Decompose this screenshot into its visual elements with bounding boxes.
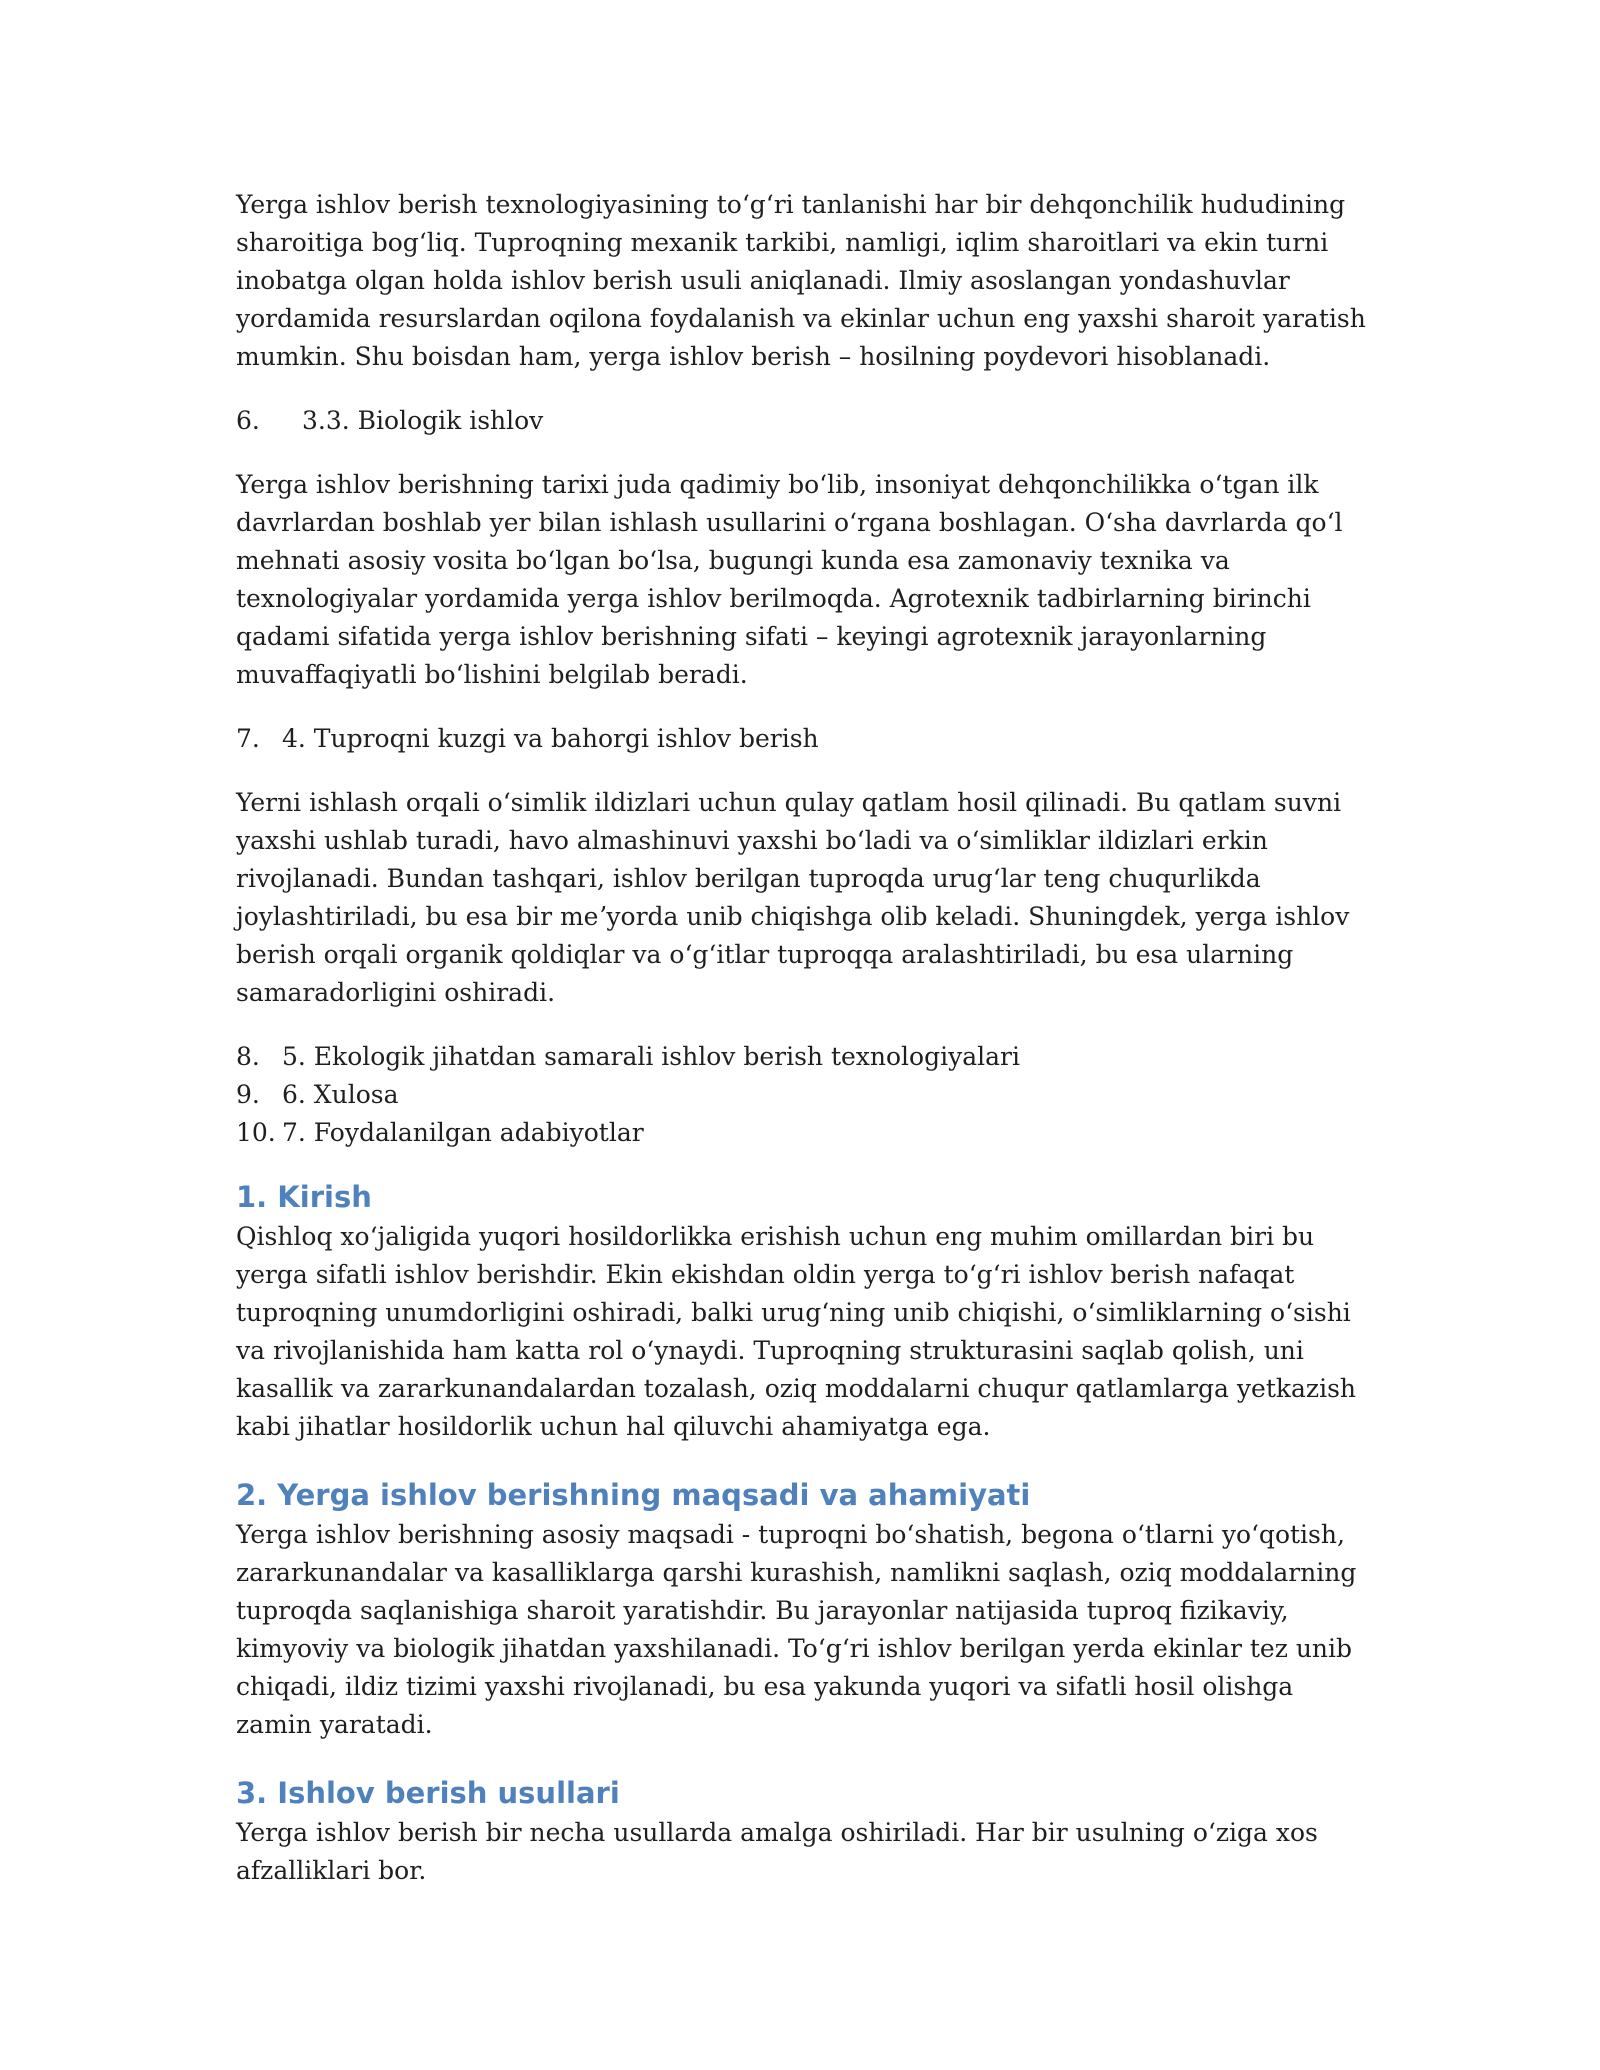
toc-list-6 <box>236 402 1376 440</box>
section-body-kirish: Qishloq xoʻjaligida yuqori hosildorlikka erishish uchun eng muhim omillardan biri bu yerga sifatli ishlov berishdir. Ekin ekishdan oldin yerga toʻgʻri ishlov berish nafaqat tuproqning unumdorligini oshiradi, balki urugʻning unib chiqishi, oʻsimliklarning oʻsishi va rivojlanishida ham katta rol oʻynaydi. Tuproqning strukturasini saqlab qolish, uni kasallik va zararkunandalardan tozalash, oziq moddalarni chuqur qatlamlarga yetkazish kabi jihatlar hosildorlik uchun hal qiluvchi ahamiyatga ega. <box>236 1222 1357 1441</box>
benefits-paragraph: Yerni ishlash orqali oʻsimlik ildizlari uchun qulay qatlam hosil qilinadi. Bu qatlam suvni yaxshi ushlab turadi, havo almashinuvi yaxshi boʻladi va oʻsimliklar ildizlari erkin rivojlanadi. Bundan tashqari, ishlov berilgan tuproqda urugʻlar teng chuqurlikda joylashtiriladi, bu esa bir meʼyorda unib chiqishga olib keladi. Shuningdek, yerga ishlov berish orqali organik qoldiqlar va oʻgʻitlar tuproqqa aralashtiriladi, bu esa ularning samaradorligini oshiradi. <box>236 788 1350 1007</box>
section-heading-maqsad: 2. Yerga ishlov berishning maqsadi va ahamiyati <box>236 1478 1031 1512</box>
section-body-maqsad: Yerga ishlov berishning asosiy maqsadi - tuproqni boʻshatish, begona oʻtlarni yoʻqotish, zararkunandalar va kasalliklarga qarshi kurashish, namlikni saqlash, oziq moddalarning tuproqda saqlanishiga sharoit yaratishdir. Bu jarayonlar natijasida tuproq fizikaviy, kimyoviy va biologik jihatdan yaxshilanadi. Toʻgʻri ishlov berilgan yerda ekinlar tez unib chiqadi, ildiz tizimi yaxshi rivojlanadi, bu esa yakunda yuqori va sifatli hosil olishga zamin yaratadi. <box>236 1520 1357 1739</box>
intro-paragraph: Yerga ishlov berish texnologiyasining toʻgʻri tanlanishi har bir dehqonchilik hududining sharoitiga bogʻliq. Tuproqning mexanik tarkibi, namligi, iqlim sharoitlari va ekin turni inobatga olgan holda ishlov berish usuli aniqlanadi. Ilmiy asoslangan yondashuvlar yordamida resurslardan oqilona foydalanish va ekinlar uchun eng yaxshi sharoit yaratish mumkin. Shu boisdan ham, yerga ishlov berish – hosilning poydevori hisoblanadi. <box>236 190 1366 371</box>
toc-item-label: 7. Foydalanilgan adabiyotlar <box>282 1118 644 1147</box>
toc-item-label: 4. Tuproqni kuzgi va bahorgi ishlov berish <box>282 724 819 753</box>
toc-list-rest <box>236 1038 1376 1152</box>
toc-item-6 <box>236 402 1376 440</box>
document-page <box>236 186 1376 1890</box>
toc-item-8 <box>236 1038 1376 1076</box>
toc-list-7 <box>236 720 1376 758</box>
toc-item-number: 7. <box>236 724 260 753</box>
toc-item-9 <box>236 1076 1376 1114</box>
history-paragraph: Yerga ishlov berishning tarixi juda qadimiy boʻlib, insoniyat dehqonchilikka oʻtgan ilk davrlardan boshlab yer bilan ishlash usullarini oʻrgana boshlagan. Oʻsha davrlarda qoʻl mehnati asosiy vosita boʻlgan boʻlsa, bugungi kunda esa zamonaviy texnika va texnologiyalar yordamida yerga ishlov berilmoqda. Agrotexnik tadbirlarning birinchi qadami sifatida yerga ishlov berishning sifati – keyingi agrotexnik jarayonlarning muvaffaqiyatli boʻlishini belgilab beradi. <box>236 470 1343 689</box>
toc-item-7 <box>236 720 1376 758</box>
section-body-usullar: Yerga ishlov berish bir necha usullarda amalga oshiriladi. Har bir usulning oʻziga xos afzalliklari bor. <box>236 1818 1318 1885</box>
toc-item-number: 9. <box>236 1080 260 1109</box>
toc-item-number: 8. <box>236 1042 260 1071</box>
toc-item-label: 3.3. Biologik ishlov <box>302 406 544 435</box>
section-heading-usullar: 3. Ishlov berish usullari <box>236 1776 620 1810</box>
toc-item-number: 6. <box>236 406 260 435</box>
toc-item-label: 5. Ekologik jihatdan samarali ishlov berish texnologiyalari <box>282 1042 1020 1071</box>
toc-item-10 <box>236 1114 1376 1152</box>
toc-item-number: 10. <box>236 1118 276 1147</box>
section-heading-kirish: 1. Kirish <box>236 1180 372 1214</box>
toc-item-label: 6. Xulosa <box>282 1080 399 1109</box>
